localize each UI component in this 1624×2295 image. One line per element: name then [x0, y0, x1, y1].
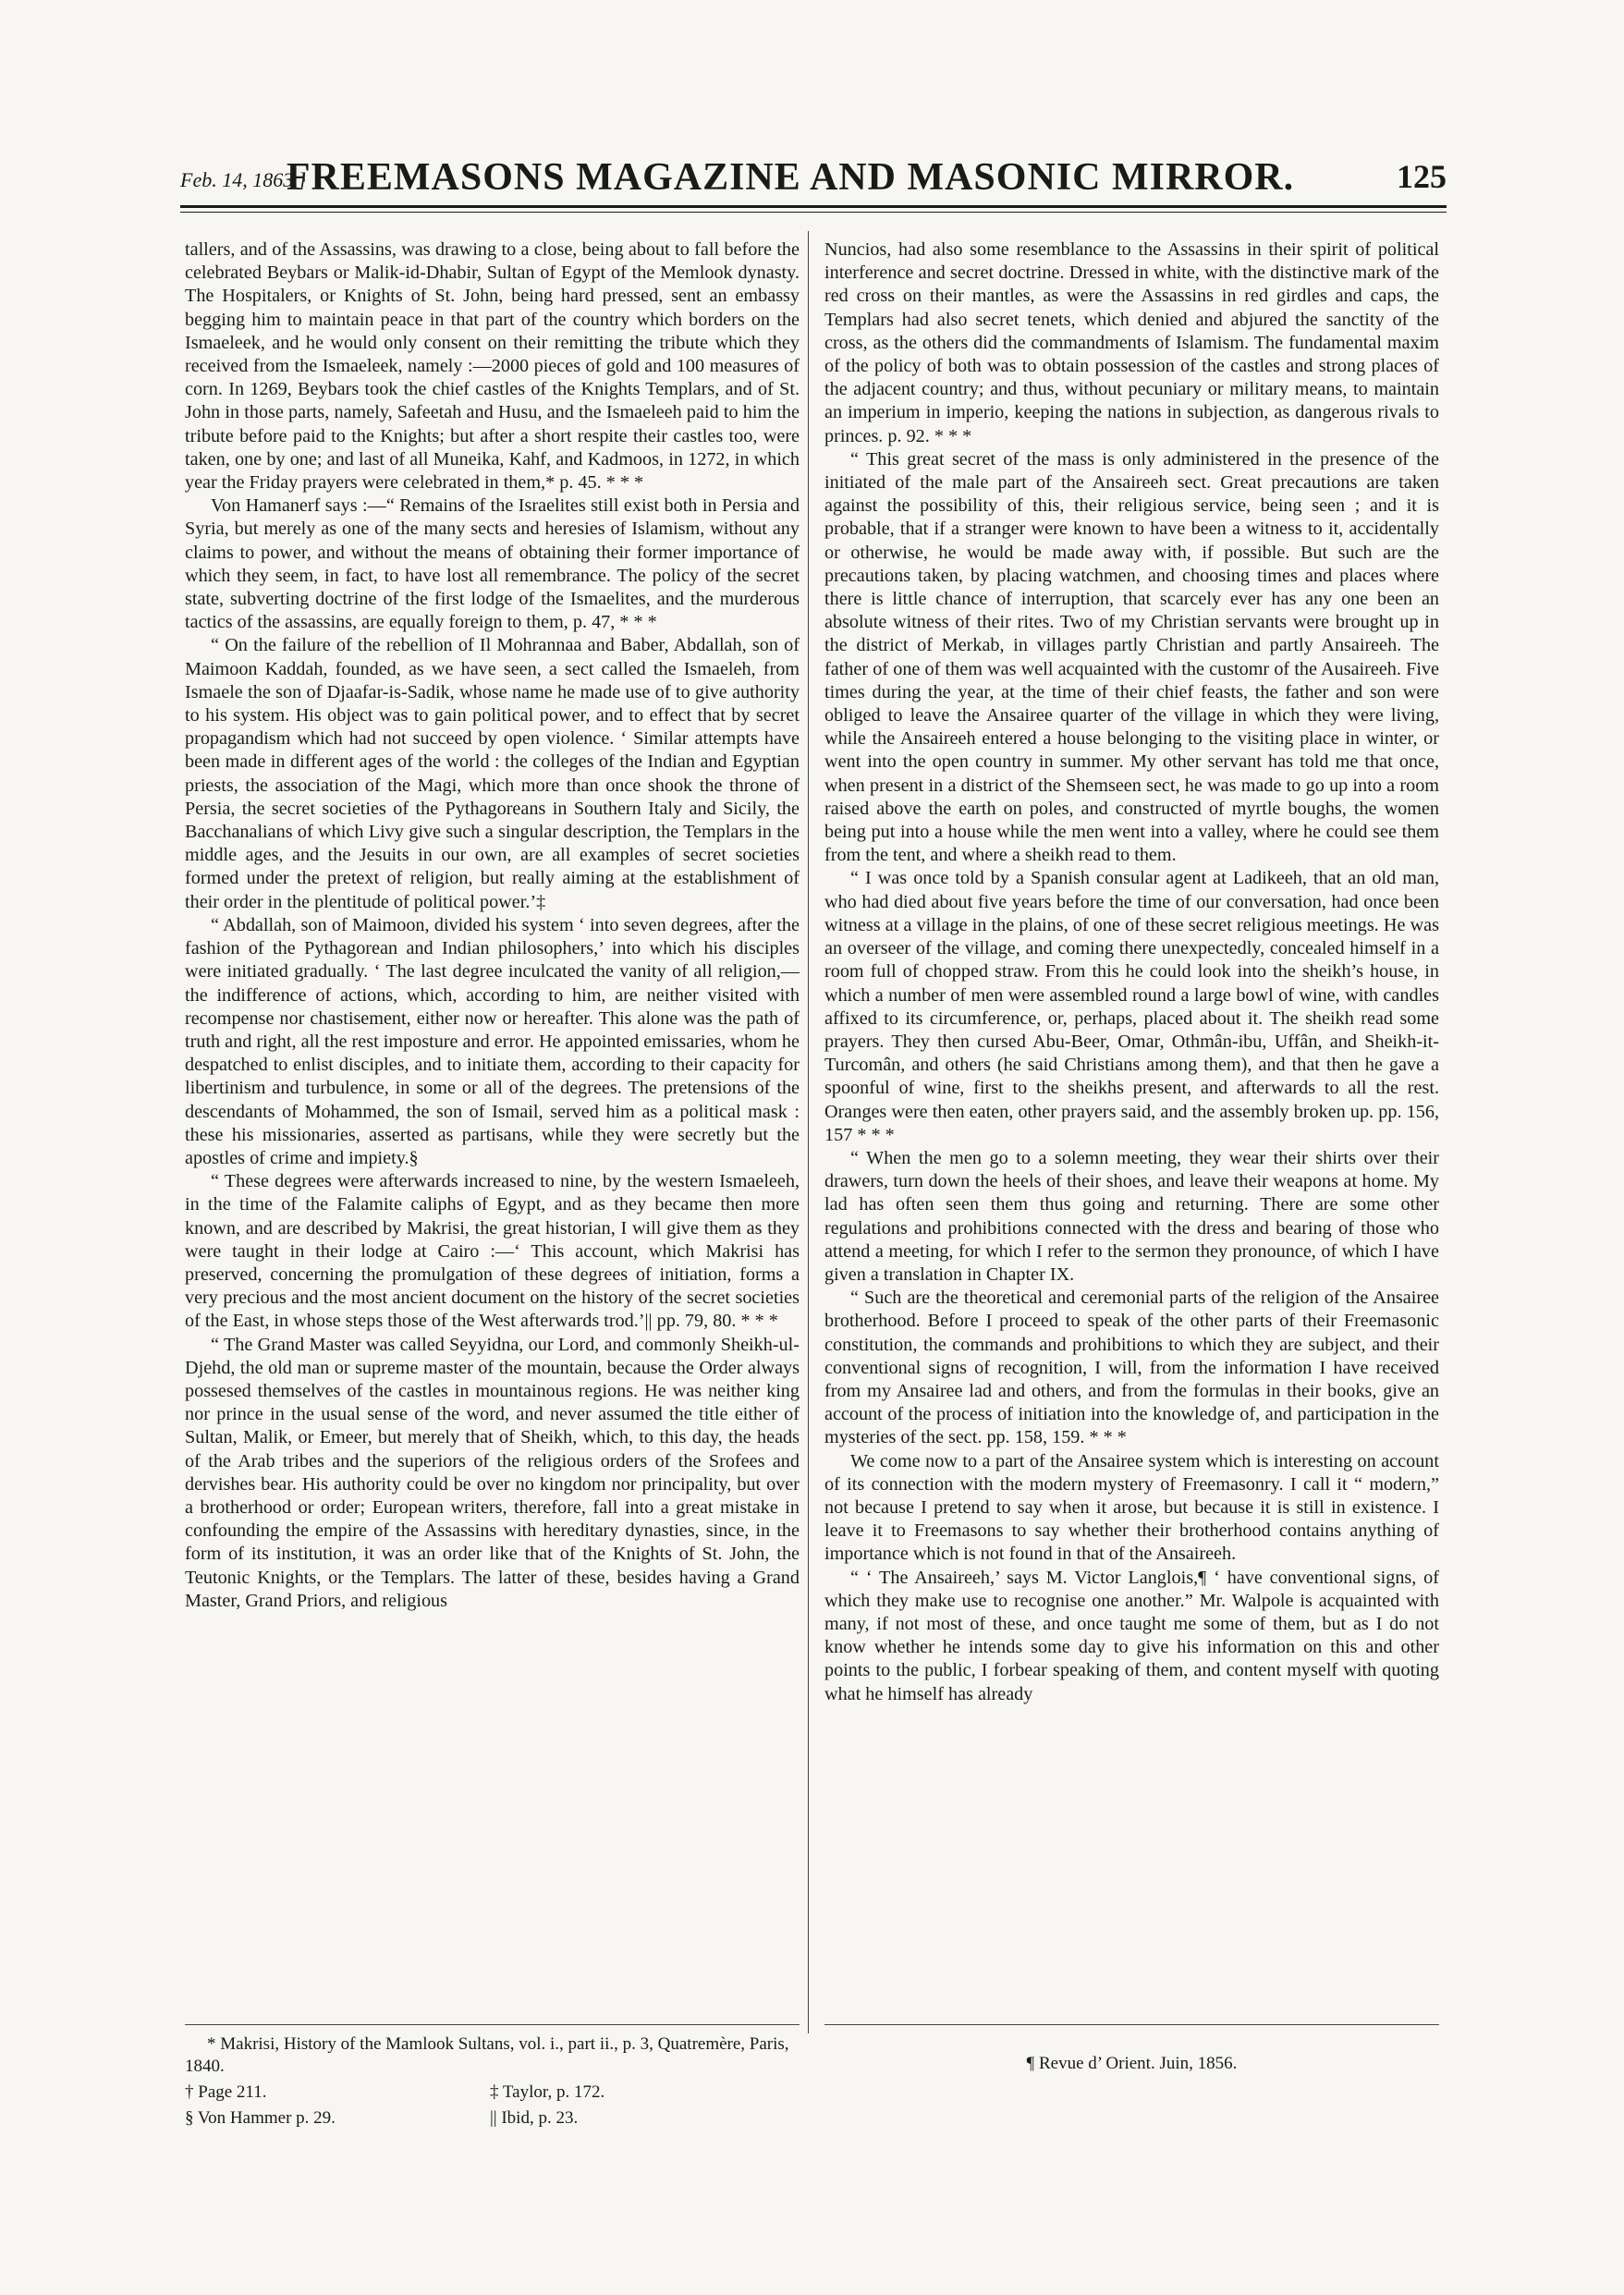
- page-header: [180, 148, 1447, 203]
- left-paragraph-2: Von Hamanerf says :—“ Remains of the Israelites still exist both in Persia and Syria, but merely as one of the many sects and heresies of Islamism, without any claims to power, and without the means of obtaining their former importance of which they seem, in fact, to have lost all remembrance. The policy of the secret state, subverting doctrine of the first lodge of the Ismaelites, and the murderous tactics of the assassins, are equally foreign to them, p. 47, * * *: [185, 495, 800, 633]
- header-rule-thin: [180, 212, 1447, 213]
- footnote-dagger: † Page 211.: [185, 2082, 267, 2102]
- footnote-pilcrow: ¶ Revue d’ Orient. Juin, 1856.: [1026, 2054, 1238, 2073]
- left-paragraph-5: “ These degrees were afterwards increased to nine, by the western Ismaeleeh, in the time of the Falamite caliphs of Egypt, and as they became then more known, and are described by Makrisi, the great historian, I will give them as they were taught in their lodge at Cairo :—‘ This account, which Makrisi has preserved, concerning the promulgation of these degrees of initiation, forms a very precious and the most ancient document on the history of the secret societies of the East, in whose steps those of the West afterwards trod.’|| pp. 79, 80. * * *: [185, 1171, 800, 1332]
- right-paragraph-5: “ Such are the theoretical and ceremonial parts of the religion of the Ansairee brotherhood. Before I proceed to speak of the other parts of their Freemasonic constitution, the commands and prohibitions to which they are subject, and their conventional signs of recognition, I will, from the information I have received from my Ansairee lad and others, and from the formulas in their books, give an account of the process of initiation into the knowledge of, and participation in the mysteries of the sect. pp. 158, 159. * * *: [824, 1288, 1439, 1448]
- left-paragraph-4: “ Abdallah, son of Maimoon, divided his system ‘ into seven degrees, after the fashion of the Pythagorean and Indian philosophers,’ into which his disciples were initiated gradually. ‘ The last degree inculcated the vanity of all religion,—the indifference of actions, which, according to him, are neither visited with recompense nor chastisement, either now or hereafter. This alone was the path of truth and right, all the rest imposture and error. He appointed emissaries, whom he despatched to enlist disciples, and to initiate them, according to their capacity for libertinism and turbulence, in some or all of the degrees. The pretensions of the descendants of Mohammed, the son of Ismail, served him as a political mask : these his missionaries, asserted as partisans, while they were secretly but the apostles of crime and impiety.§: [185, 914, 800, 1168]
- left-column: [185, 238, 800, 1613]
- footnote-double-dagger: ‡ Taylor, p. 172.: [490, 2082, 605, 2102]
- left-paragraph-1: tallers, and of the Assassins, was drawing to a close, being about to fall before the celebrated Beybars or Malik-id-Dhabir, Sultan of Egypt of the Memlook dynasty. The Hospitalers, or Knights of St. John, being hard pressed, sent an embassy begging him to maintain peace in that part of the country which borders on the Ismaeleek, and he would only consent on their remitting the tribute which they received from the Ismaeleek, namely :—2000 pieces of gold and 100 measures of corn. In 1269, Beybars took the chief castles of the Knights Templars, and of St. John in those parts, namely, Safeetah and Husu, and the Ismaeleeh paid to him the tribute before paid to the Knights; but after a short respite their castles too, were taken, one by one; and last of all Muneika, Kahf, and Kadmoos, in 1272, in which year the Friday prayers were celebrated in them,* p. 45. * * *: [185, 239, 800, 494]
- issue-date: Feb. 14, 1863.]: [180, 168, 307, 191]
- footnote-row-1: [185, 2081, 800, 2104]
- right-paragraph-2: “ This great secret of the mass is only administered in the presence of the initiated of the male part of the Ansaireeh sect. Great precautions are taken against the possibility of this, their religious service, being seen ; and it is probable, that if a stranger were known to have been a witness to it, accidentally or otherwise, he would be made away with, if possible. But such are the precautions taken, by placing watchmen, and choosing times and places where there is little chance of interruption, that scarcely ever has any one been an absolute witness of their rites. Two of my Christian servants were brought up in the district of Merkab, in villages partly Christian and partly Ansaireeh. The father of one of them was well acquainted with the customr of the Ausaireeh. Five times during the year, at the time of their chief feasts, the father and son were obliged to leave the Ansairee quarter of the village in which they were living, while the Ansaireeh entered a house belonging to the visiting place in winter, or went into the open country in summer. My other servant has told me that once, when present in a district of the Shemseen sect, he was made to go up into a room raised above the earth on poles, and constructed of myrtle boughs, the women being put into a house while the men went into a valley, where he could see them from the tent, and where a sheikh read to them.: [824, 448, 1439, 866]
- footnote-row-2: [185, 2107, 800, 2130]
- right-paragraph-7: “ ‘ The Ansaireeh,’ says M. Victor Langlois,¶ ‘ have conventional signs, of which they make use to recognise one another.” Mr. Walpole is acquainted with many, if not most of these, and once taught me some of them, but as I do not know whether he intends some day to give his information on this and other points to the public, I forbear speaking of them, and content myself with quoting what he himself has already: [824, 1567, 1439, 1704]
- footnote-section: § Von Hammer p. 29.: [185, 2108, 336, 2128]
- right-paragraph-4: “ When the men go to a solemn meeting, they wear their shirts over their drawers, turn down the heels of their shoes, and leave their weapons at home. My lad has often seen them thus going and returning. There are some other regulations and prohibitions connected with the dress and bearing of those who attend a meeting, for which I refer to the sermon they pronounce, of which I have given a translation in Chapter IX.: [824, 1147, 1439, 1285]
- footnotes-right: [824, 2035, 1439, 2093]
- left-paragraph-3: “ On the failure of the rebellion of Il Mohrannaa and Baber, Abdallah, son of Maimoon Kaddah, founded, as we have seen, a sect called the Ismaeleh, from Ismaele the son of Djaafar-is-Sadik, whose name he made use of to give authority to his system. His object was to gain political power, and to effect that by secret propagandism which had not succeed by open violence. ‘ Similar attempts have been made in different ages of the world : the colleges of the Indian and Egyptian priests, the association of the Magi, which more than once shook the throne of Persia, the secret societies of the Pythagoreans in Southern Italy and Sicily, the Bacchanalians of which Livy give such a singular description, the Templars in the middle ages, and the Jesuits in our own, are all examples of secret societies formed under the pretext of religion, but really aiming at the establishment of their order in the plentitude of political power.’‡: [185, 635, 800, 912]
- footnote-makrisi: * Makrisi, History of the Mamlook Sultans, vol. i., part ii., p. 3, Quatremère, Paris, 1840.: [185, 2034, 789, 2076]
- column-divider: [808, 231, 809, 2033]
- footnotes-left: [185, 2033, 800, 2130]
- footnote-rule-left: [185, 2024, 800, 2025]
- right-paragraph-6: We come now to a part of the Ansairee system which is interesting on account of its connection with the modern mystery of Freemasonry. I call it “ modern,” not because I pretend to say when it arose, but because it is still in existence. I leave it to Freemasons to say whether their brotherhood contains anything of importance which is not found in that of the Ansaireeh.: [824, 1450, 1439, 1565]
- right-paragraph-1: Nuncios, had also some resemblance to the Assassins in their spirit of political interference and secret doctrine. Dressed in white, with the distinctive mark of the red cross on their mantles, as were the Assassins in red girdles and caps, the Templars had also secret tenets, which denied and abjured the sanctity of the cross, as the others did the commandments of Islamism. The fundamental maxim of the policy of both was to obtain possession of the castles and strong places of the adjacent country; and thus, without pecuniary or military means, to maintain an imperium in imperio, keeping the nations in subjection, as dangerous rivals to princes. p. 92. * * *: [824, 239, 1439, 446]
- right-paragraph-3: “ I was once told by a Spanish consular agent at Ladikeeh, that an old man, who had died about five years before the time of our conversation, had once been witness at a village in the plains, of one of these secret religious meetings. He was an overseer of the village, and coming there unexpectedly, concealed himself in a room full of chopped straw. From this he could look into the sheikh’s house, in which a number of men were assembled round a large bowl of wine, with candles affixed to its circumference, or, perhaps, placed about it. The sheikh read some prayers. They then cursed Abu-Beer, Omar, Othmân-ibu, Uffân, and Sheikh-it-Turcomân, and others (he said Christians among them), and that then he gave a spoonful of wine, first to the sheikhs present, and afterwards to all the rest. Oranges were then eaten, other prayers said, and the assembly broken up. pp. 156, 157 * * *: [824, 868, 1439, 1145]
- page-number: 125: [1397, 158, 1447, 195]
- footnote-rule-right: [824, 2024, 1439, 2025]
- left-paragraph-6: “ The Grand Master was called Seyyidna, our Lord, and commonly Sheikh-ul-Djehd, the old man or supreme master of the mountain, because the Order always possesed themselves of the castles in mountainous regions. He was neither king nor prince in the usual sense of the word, and never assumed the title either of Sultan, Malik, or Emeer, but merely that of Sheikh, which, to this day, the heads of the Arab tribes and the superiors of the religious orders of the Srofees and dervishes bear. His authority could be over no kingdom nor principality, but over a brotherhood or order; European writers, therefore, fall into a great mistake in confounding the empire of the Assassins with hereditary dynasties, since, in the form of its institution, it was an order like that of the Knights of St. John, the Teutonic Knights, or the Templars. The latter of these, besides having a Grand Master, Grand Priors, and religious: [185, 1334, 800, 1611]
- magazine-title: FREEMASONS MAGAZINE AND MASONIC MIRROR.: [286, 156, 1295, 199]
- footnote-parallel: || Ibid, p. 23.: [490, 2108, 579, 2128]
- right-column: [824, 238, 1439, 1706]
- header-rule-thick: [180, 205, 1447, 208]
